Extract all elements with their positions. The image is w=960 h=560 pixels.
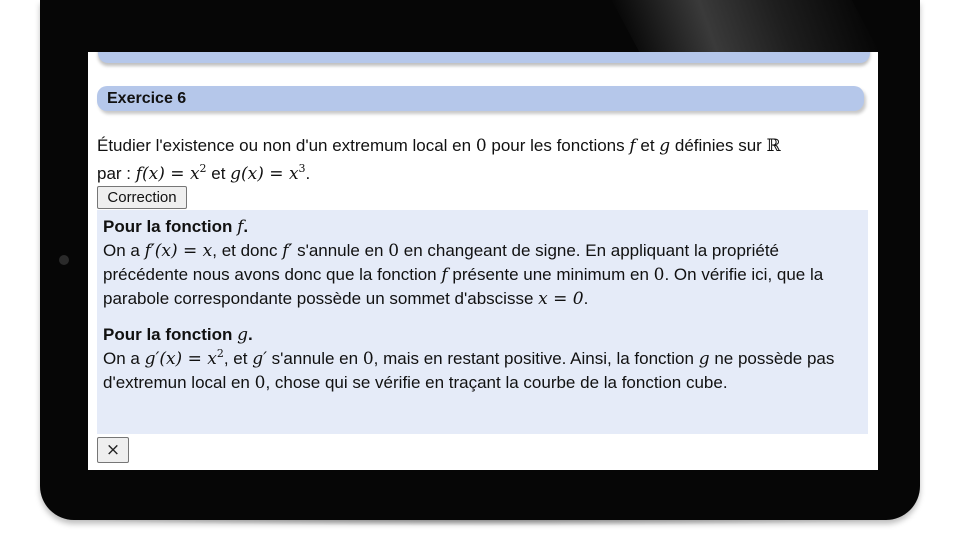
camera-dot (59, 255, 69, 265)
math-reals: ℝ (766, 136, 781, 156)
exercise-title: Exercice 6 (107, 90, 187, 107)
correction-button[interactable]: Correction (97, 186, 187, 209)
statement-text: et (206, 164, 231, 183)
statement-text: définies sur (670, 136, 767, 155)
close-icon[interactable]: × (97, 437, 129, 463)
math-f-def: $f(x) = x^2$ (135, 162, 207, 184)
statement-text: Étudier l'existence ou non d'un extremum local en (97, 136, 476, 155)
exercise-statement (97, 132, 867, 188)
correction-panel (97, 210, 868, 434)
statement-text: et (635, 136, 660, 155)
g-section-title: Pour la fonction g. (103, 325, 253, 345)
f-section-text: On a f′(x) = x, et donc f′ s'annule en 0 en changeant de signe. En appliquant la propriété précédente nous avons donc que la fonction f présente une minimum en 0. On vérifie ici, que la parabole correspondante possède un sommet d'abscisse x = 0. (103, 241, 824, 309)
tablet-frame (40, 0, 920, 520)
math-f: f (629, 136, 636, 156)
screen[interactable] (88, 52, 878, 470)
statement-text: par : (97, 164, 136, 183)
math-g: g (659, 136, 671, 156)
exercise-header (97, 86, 864, 111)
statement-text: . (305, 164, 311, 183)
g-section-text: On a $g'(x) = x^2$, et g′ s'annule en 0, mais en restant positive. Ainsi, la fonction g ne possède pas d'extremun local en 0, chose qui se vérifie en traçant la courbe de la fonction cube. (103, 347, 835, 393)
screen-glare (606, 0, 883, 60)
math-g-def: $g(x) = x^3$ (230, 162, 306, 184)
statement-text: pour les fonctions (486, 136, 630, 155)
f-section-title: Pour la fonction f. (103, 217, 249, 237)
previous-exercise-header (98, 52, 870, 63)
math-zero: 0 (475, 136, 487, 156)
